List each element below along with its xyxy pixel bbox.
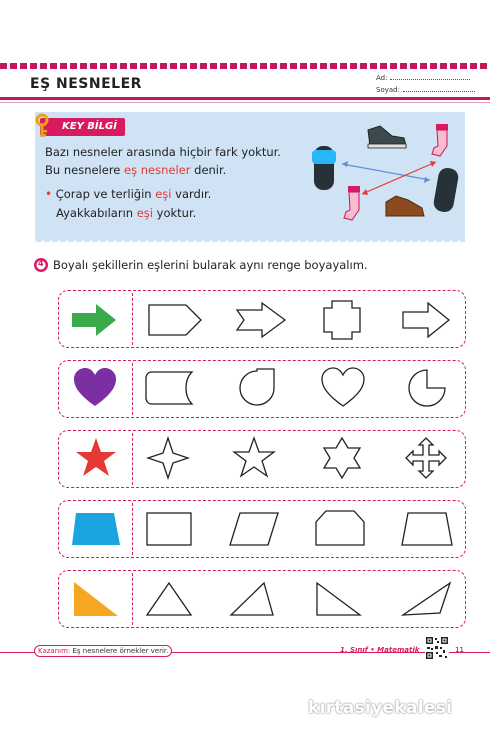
key-info-badge: KEY BİLGİ <box>40 118 125 136</box>
info-line-2: Bu nesnelere eş nesneler denir. <box>45 163 227 177</box>
name-field[interactable] <box>376 73 470 82</box>
surname-field[interactable] <box>376 85 475 94</box>
matching-illustration <box>300 118 460 228</box>
option-trapezoid-shape[interactable] <box>400 510 454 548</box>
colored-right-triangle-shape <box>72 580 122 618</box>
option-rectangle-shape[interactable] <box>144 510 194 548</box>
header-divider-thin <box>0 102 490 103</box>
option-isosceles-triangle-shape[interactable] <box>144 580 194 618</box>
question-number: 4 <box>38 259 44 268</box>
option-pac-circle-shape[interactable] <box>406 366 448 410</box>
colored-heart-shape <box>72 366 118 410</box>
slipper-icon-1 <box>312 146 336 190</box>
option-right-triangle-shape[interactable] <box>314 580 364 618</box>
slipper-icon-2 <box>432 167 459 214</box>
option-notched-arrow-shape[interactable] <box>234 300 288 340</box>
question-text: Boyalı şekillerin eşlerini bularak aynı renge boyayalım. <box>53 258 368 272</box>
header-divider <box>0 97 490 100</box>
option-parallelogram-shape[interactable] <box>228 510 280 548</box>
sock-icon-2 <box>344 186 360 220</box>
qr-code-icon[interactable] <box>425 636 449 660</box>
watermark-text: kırtasiyekalesi <box>308 698 453 718</box>
key-icon <box>34 113 56 139</box>
colored-star-shape <box>74 436 118 480</box>
option-heart-shape[interactable] <box>320 366 366 410</box>
surname-label: Soyad: <box>376 86 400 94</box>
option-obtuse-triangle-shape[interactable] <box>400 580 454 618</box>
sock-icon-1 <box>432 124 448 156</box>
learning-outcome: Kazanım: Eş nesnelere örnekler verir. <box>34 645 172 657</box>
option-drop-shape[interactable] <box>236 366 278 410</box>
option-4-point-star-shape[interactable] <box>146 436 190 480</box>
option-6-point-star-shape[interactable] <box>320 436 364 480</box>
info-line-4: Ayakkabıların eşi yoktur. <box>56 206 197 220</box>
top-dashed-stripe <box>0 63 490 69</box>
shoe-icon <box>386 196 424 216</box>
option-5-point-star-shape[interactable] <box>232 436 276 480</box>
option-four-arrows-shape[interactable] <box>404 436 448 480</box>
option-scalene-triangle-shape[interactable] <box>228 580 276 618</box>
option-plus-shape[interactable] <box>320 298 364 342</box>
option-arrow-shape[interactable] <box>400 300 452 340</box>
colored-arrow-shape <box>70 300 120 340</box>
sneaker-icon <box>368 126 406 148</box>
option-d-shape[interactable] <box>144 368 196 408</box>
name-label: Ad: <box>376 74 388 82</box>
option-pentagon-arrow-shape[interactable] <box>146 300 204 340</box>
info-line-3: • Çorap ve terliğin eşi vardır. <box>45 187 212 201</box>
page-number: 11 <box>455 646 464 654</box>
page-title: EŞ NESNELER <box>30 76 142 92</box>
info-line-1: Bazı nesneler arasında hiçbir fark yoktur. <box>45 145 281 159</box>
grade-subject: 1. Sınıf • Matematik <box>340 646 420 654</box>
option-octagon-half-shape[interactable] <box>314 508 366 548</box>
colored-trapezoid-shape <box>70 510 122 548</box>
